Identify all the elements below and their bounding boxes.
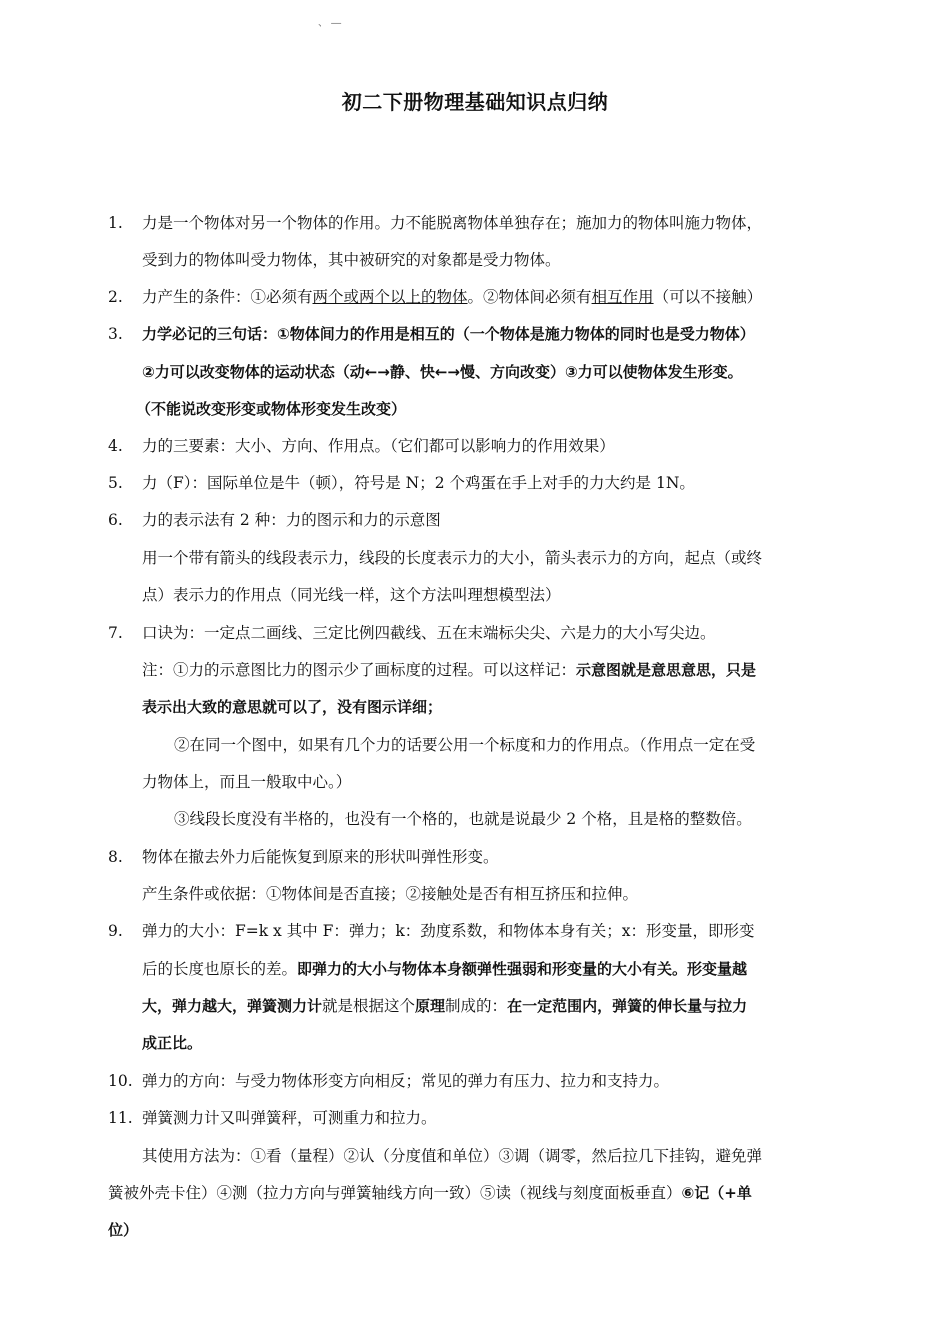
item-10-line-1: 弹力的方向：与受力物体形变方向相反；常见的弹力有压力、拉力和支持力。 — [142, 1072, 670, 1090]
item-3-line-2: ②力可以改变物体的运动状态（动←→静、快←→慢、方向改变）③力可以使物体发生形变。 — [142, 363, 743, 381]
item-2-underline-2: 相互作用 — [591, 288, 654, 306]
item-7-line-2 — [142, 659, 756, 681]
item-9-text-c: 制成的： — [445, 997, 508, 1015]
item-8-line-2: 产生条件或依据：①物体间是否直接；②接触处是否有相互挤压和拉伸。 — [142, 885, 639, 903]
page-title: 初二下册物理基础知识点归纳 — [341, 90, 609, 114]
item-3-line-1: 力学必记的三句话：①物体间力的作用是相互的（一个物体是施力物体的同时也是受力物体） — [142, 325, 755, 343]
item-10-number: 10. — [108, 1072, 133, 1090]
item-8-line-1: 物体在撤去外力后能恢复到原来的形状叫弹性形变。 — [142, 848, 499, 866]
item-1-line-1: 力是一个物体对另一个物体的作用。力不能脱离物体单独存在；施加力的物体叫施力物体， — [142, 214, 763, 232]
item-7-bold-a: 示意图就是意思意思，只是 — [576, 661, 757, 679]
item-1-number: 1. — [108, 214, 123, 232]
item-6-line-3: 点）表示力的作用点（同光线一样，这个方法叫理想模型法） — [142, 586, 561, 604]
item-2-underline-1: 两个或两个以上的物体 — [312, 288, 468, 306]
item-11-number: 11. — [108, 1109, 133, 1127]
item-7-line-4: ②在同一个图中，如果有几个力的话要公用一个标度和力的作用点。（作用点一定在受 — [174, 736, 756, 754]
item-9-number: 9. — [108, 922, 123, 940]
item-6-number: 6. — [108, 511, 123, 529]
header-mark: 、 ― — [318, 18, 342, 29]
item-9-bold-a: 即弹力的大小与物体本身额弹性强弱和形变量的大小有关。形变量越 — [297, 960, 748, 978]
item-7-number: 7. — [108, 624, 123, 642]
item-2-text-b: 。②物体间必须有 — [467, 288, 592, 306]
item-9-line-3 — [142, 995, 747, 1017]
item-9-line-4: 成正比。 — [142, 1034, 203, 1052]
item-7-line-1: 口诀为：一定点二画线、三定比例四截线、五在末端标尖尖、六是力的大小写尖边。 — [142, 624, 716, 642]
item-7-line-6: ③线段长度没有半格的，也没有一个格的，也就是说最少 2 个格，且是格的整数倍。 — [174, 810, 752, 828]
item-3-number: 3. — [108, 325, 123, 343]
item-9-bold-c: 原理 — [415, 997, 446, 1015]
item-8-number: 8. — [108, 848, 123, 866]
item-9-line-1: 弹力的大小：F=k x 其中 F：弹力；k：劲度系数，和物体本身有关；x：形变量，即形变 — [142, 922, 755, 940]
item-4-line-1: 力的三要素：大小、方向、作用点。（它们都可以影响力的作用效果） — [142, 437, 615, 455]
item-2-line-1 — [142, 286, 762, 308]
item-9-text-b: 就是根据这个 — [322, 997, 416, 1015]
item-11-line-2: 其使用方法为：①看（量程）②认（分度值和单位）③调（调零，然后拉几下挂钩，避免弹 — [142, 1147, 763, 1165]
item-7-text-a: 注：①力的示意图比力的图示少了画标度的过程。可以这样记： — [142, 661, 577, 679]
item-2-text-c: （可以不接触） — [653, 288, 763, 306]
item-3-line-3: （不能说改变形变或物体形变发生改变） — [136, 400, 407, 418]
item-4-number: 4. — [108, 437, 123, 455]
item-1-line-2: 受到力的物体叫受力物体，其中被研究的对象都是受力物体。 — [142, 251, 561, 269]
item-6-line-1: 力的表示法有 2 种：力的图示和力的示意图 — [142, 511, 441, 529]
item-11-line-1: 弹簧测力计又叫弹簧秤，可测重力和拉力。 — [142, 1109, 437, 1127]
item-5-number: 5. — [108, 474, 123, 492]
item-9-text-a: 后的长度也原长的差。 — [142, 960, 298, 978]
item-7-line-3: 表示出大致的意思就可以了，没有图示详细； — [142, 698, 443, 716]
item-7-line-5: 力物体上，而且一般取中心。） — [142, 773, 352, 791]
item-11-text-a: 簧被外壳卡住）④测（拉力方向与弹簧轴线方向一致）⑤读（视线与刻度面板垂直） — [108, 1184, 682, 1202]
item-9-bold-d: 在一定范围内，弹簧的伸长量与拉力 — [507, 997, 748, 1015]
item-6-line-2: 用一个带有箭头的线段表示力，线段的长度表示力的大小，箭头表示力的方向，起点（或终 — [142, 549, 763, 567]
item-11-line-4: 位） — [108, 1221, 139, 1239]
item-9-line-2 — [142, 958, 747, 980]
item-9-bold-b: 大，弹力越大，弹簧测力计 — [142, 997, 323, 1015]
item-2-number: 2. — [108, 288, 123, 306]
item-11-line-3 — [108, 1182, 752, 1204]
item-11-bold-a: ⑥记（+单 — [681, 1184, 752, 1202]
item-5-line-1: 力（F）：国际单位是牛（顿），符号是 N；2 个鸡蛋在手上对手的力大约是 1N。 — [142, 474, 695, 492]
item-2-text-a: 力产生的条件：①必须有 — [142, 288, 313, 306]
